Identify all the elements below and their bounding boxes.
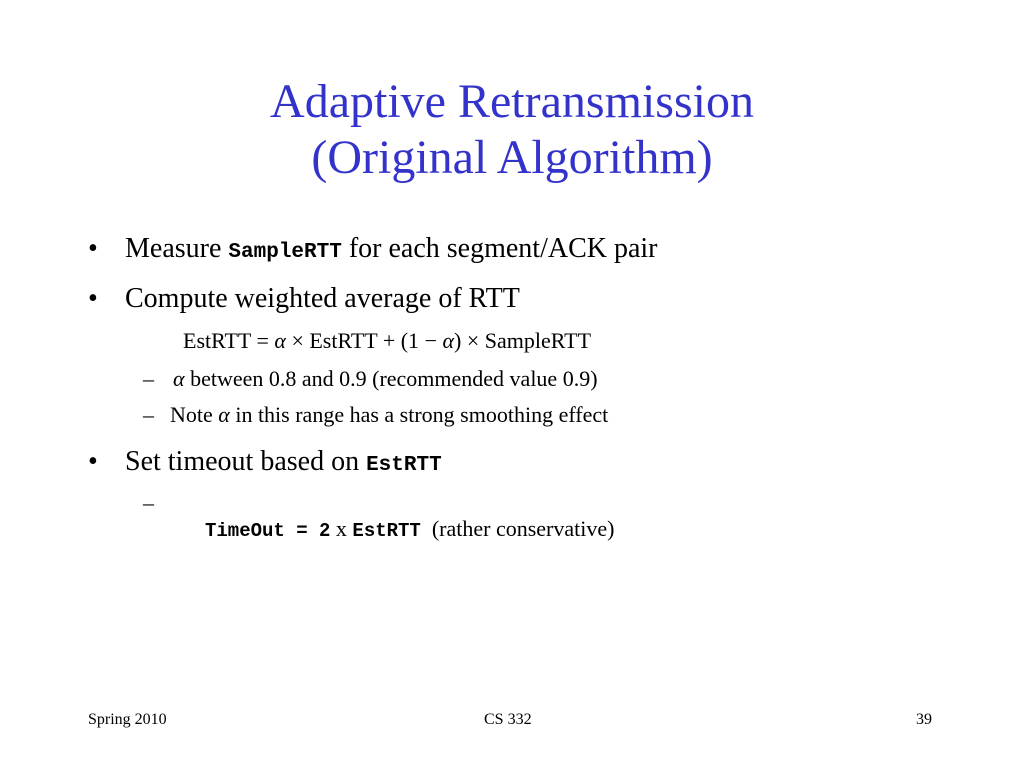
- bullet-text: Measure: [125, 233, 229, 264]
- formula-plus: +: [377, 328, 401, 353]
- alpha-symbol: α: [218, 402, 230, 427]
- formula-lhs: EstRTT: [183, 328, 251, 353]
- footer-page-number: 39: [916, 711, 932, 728]
- code-estrtt: EstRTT: [366, 454, 442, 477]
- subbullet-text: between 0.8 and 0.9 (recommended value 0.9): [184, 366, 598, 391]
- footer-course: CS 332: [484, 711, 532, 728]
- footer-date: Spring 2010: [88, 711, 167, 728]
- bullet-marker: •: [88, 446, 98, 477]
- bullet-marker: •: [88, 283, 98, 314]
- formula-alpha: α: [274, 328, 286, 353]
- bullet-text: for each segment/ACK pair: [341, 233, 658, 264]
- subbullet-marker: –: [143, 402, 154, 427]
- subbullet-text: (rather conservative): [420, 516, 615, 541]
- title-line-2: (Original Algorithm): [311, 131, 713, 184]
- code-timeout: TimeOut = 2: [205, 520, 331, 542]
- formula-times: ×: [461, 328, 485, 353]
- bullet-text: Compute weighted average of RTT: [125, 283, 520, 314]
- code-samplertt: SampleRTT: [228, 241, 342, 264]
- formula-estrtt: EstRTT: [309, 328, 378, 353]
- bullet-marker: •: [88, 233, 98, 264]
- bullet-text: Set timeout based on: [125, 446, 367, 477]
- formula-paren-open: (1: [400, 328, 420, 353]
- formula-eq: =: [250, 328, 275, 353]
- slide-title: [0, 74, 1024, 186]
- title-line-1: Adaptive Retransmission: [270, 75, 754, 128]
- alpha-symbol: α: [173, 366, 185, 391]
- subbullet-marker: –: [143, 366, 154, 391]
- subbullet-marker: –: [143, 490, 154, 515]
- times-x: x: [330, 516, 353, 541]
- code-estrtt: EstRTT: [352, 520, 421, 542]
- subbullet-text: Note: [170, 402, 219, 427]
- formula-paren-close: ): [454, 328, 462, 353]
- subbullet-text: in this range has a strong smoothing effect: [229, 402, 609, 427]
- formula-samplertt: SampleRTT: [484, 328, 592, 353]
- formula-times: ×: [285, 328, 310, 353]
- formula-minus: −: [419, 328, 443, 353]
- formula-alpha: α: [442, 328, 455, 353]
- ewma-formula: [183, 328, 591, 354]
